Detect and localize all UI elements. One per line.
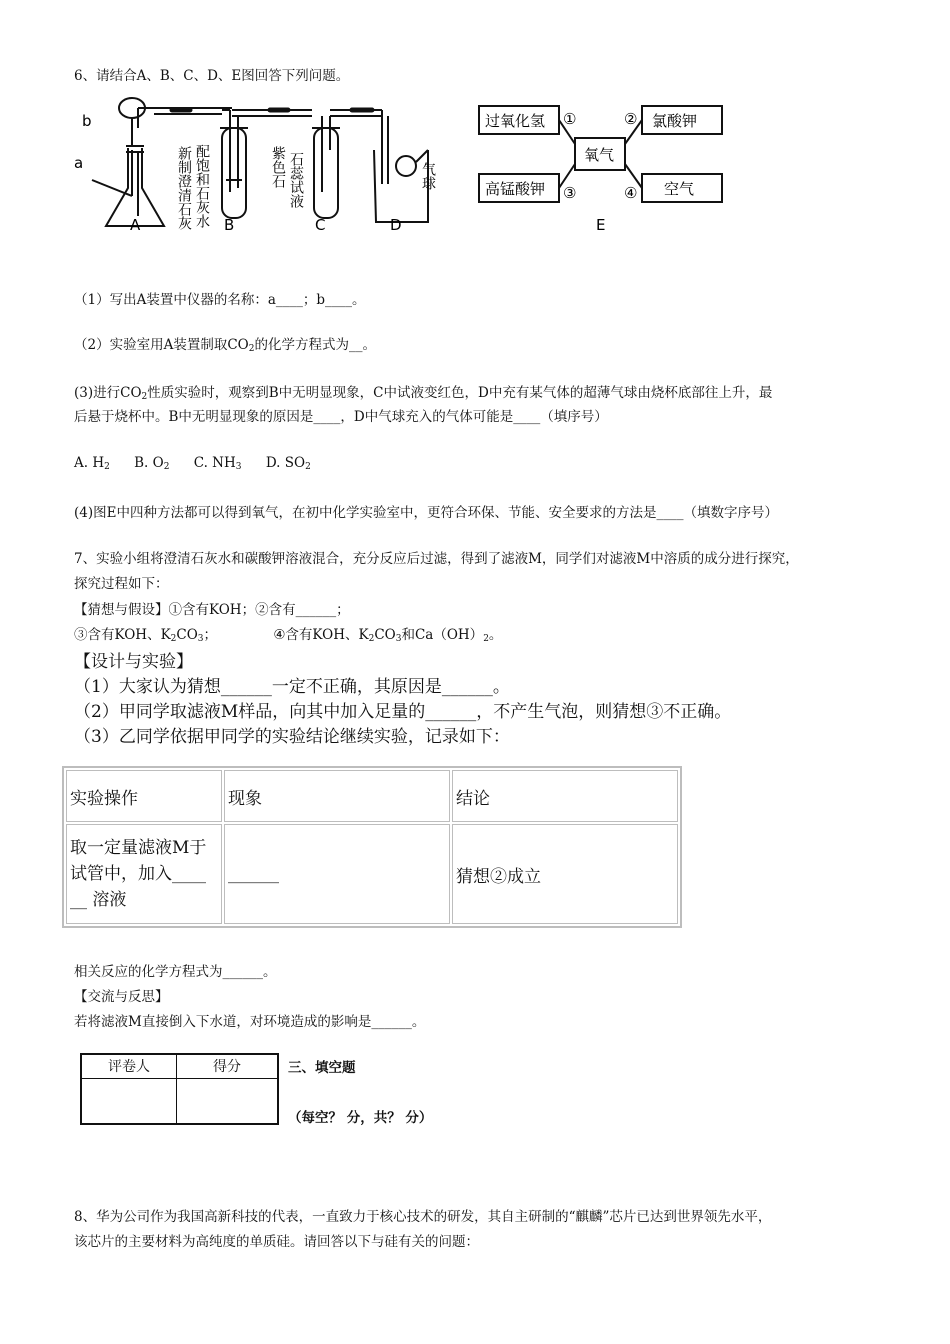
num-3: ③ xyxy=(563,184,577,202)
header-conclusion: 结论 xyxy=(452,770,678,822)
label-a: a xyxy=(74,154,84,172)
option-c: C. $NH_3$ xyxy=(193,455,242,472)
balloon-text: 气球 xyxy=(420,162,436,190)
cell-conclusion: 猜想②成立 xyxy=(452,824,678,924)
section-note: （每空？ 分，共？ 分） xyxy=(288,1110,433,1126)
grader-header: 评卷人 xyxy=(81,1054,177,1078)
box-kmno4: 高锰酸钾 xyxy=(485,180,546,198)
exchange-text: 若将滤液M直接倒入下水道，对环境造成的影响是______。 xyxy=(74,1014,426,1030)
q8-line1: 8、华为公司作为我国高新科技的代表，一直致力于核心技术的研发，其自主研制的“麒麟”芯片已达到世界领先水平， xyxy=(74,1209,772,1225)
center-oxygen: 氧气 xyxy=(584,146,615,164)
q6-title: 6、请结合A、B、C、D、E图回答下列问题。 xyxy=(74,68,350,84)
exchange-title: 【交流与反思】 xyxy=(74,989,169,1005)
q6-part3-line1: (3)进行$CO_2$性质实验时，观察到B中无明显现象，C中试液变红色，D中充有某气体的超薄气球由烧杯底部往上升，最 xyxy=(74,385,773,402)
q6-part2: （2）实验室用A装置制取$CO_2$的化学方程式为__。 xyxy=(74,337,376,354)
label-E: E xyxy=(596,216,606,234)
apparatus-figure xyxy=(72,88,728,238)
q6-part4: (4)图E中四种方法都可以得到氧气，在初中化学实验室中，更符合环保、节能、安全要求的方法是____（填数字序号） xyxy=(74,505,778,521)
design-title: 【设计与实验】 xyxy=(74,652,193,672)
equation-line: 相关反应的化学方程式为______。 xyxy=(74,964,277,980)
experiment-table xyxy=(62,766,682,928)
q6-part1: （1）写出A装置中仪器的名称：a____；b____。 xyxy=(74,292,366,308)
box-air: 空气 xyxy=(664,180,695,198)
q7-line1: 7、实验小组将澄清石灰水和碳酸钾溶液混合，充分反应后过滤，得到了滤液M，同学们对滤液M中溶质的成分进行探究， xyxy=(74,551,799,567)
cell-phenomenon: ______ xyxy=(224,824,450,924)
tube-b-text-col1: 新制澄清石灰 xyxy=(176,146,192,230)
tube-b-text-col2: 配饱和石灰水 xyxy=(194,144,210,228)
label-b: b xyxy=(82,112,92,130)
option-a: A. $H_2$ xyxy=(74,455,110,472)
apparatus-diagram xyxy=(72,88,728,238)
design-3: （3）乙同学依据甲同学的实验结论继续实验，记录如下： xyxy=(74,727,510,747)
label-A: A xyxy=(130,216,141,234)
design-1: （1）大家认为猜想______一定不正确，其原因是______。 xyxy=(74,677,510,697)
label-C: C xyxy=(315,216,326,234)
section-title: 三、填空题 xyxy=(288,1060,356,1076)
score-header: 得分 xyxy=(177,1054,279,1078)
label-D: D xyxy=(390,216,402,234)
score-cell xyxy=(177,1078,279,1124)
label-B: B xyxy=(224,216,235,234)
q6-options xyxy=(74,455,311,472)
option-b: B. $O_2$ xyxy=(134,455,170,472)
num-2: ② xyxy=(624,110,638,128)
box-h2o2: 过氧化氢 xyxy=(485,112,546,130)
q7-hypothesis-3-4: ③含有KOH、$K_2CO_3$； ④含有KOH、$K_2CO_3$和$Ca(OH)_2$。 xyxy=(74,627,503,644)
flask-a xyxy=(92,98,232,226)
header-phenomenon: 现象 xyxy=(224,770,450,822)
q7-line2: 探究过程如下： xyxy=(74,576,169,592)
tube-c-text-col2: 石蕊试液 xyxy=(288,152,304,208)
option-d: D. $SO_2$ xyxy=(265,455,311,472)
q7-hypothesis: 【猜想与假设】①含有KOH；②含有______； xyxy=(74,602,350,618)
num-1: ① xyxy=(563,110,577,128)
tube-c xyxy=(312,110,388,218)
q8-line2: 该芯片的主要材料为高纯度的单质硅。请回答以下与硅有关的问题： xyxy=(74,1234,479,1250)
q6-part3-line2: 后悬于烧杯中。B中无明显现象的原因是____，D中气球充入的气体可能是____（填序号） xyxy=(74,409,608,425)
design-2: （2）甲同学取滤液M样品，向其中加入足量的______，不产生气泡，则猜想③不正确。 xyxy=(74,702,732,722)
header-operation: 实验操作 xyxy=(66,770,222,822)
cell-operation: 取一定量滤液M于 试管中，加入____ __ 溶液 xyxy=(66,824,222,924)
num-4: ④ xyxy=(624,184,638,202)
grader-cell xyxy=(81,1078,177,1124)
box-kclo3: 氯酸钾 xyxy=(652,112,698,130)
score-table xyxy=(80,1053,279,1125)
tube-c-text-col1: 紫色石 xyxy=(270,146,286,188)
